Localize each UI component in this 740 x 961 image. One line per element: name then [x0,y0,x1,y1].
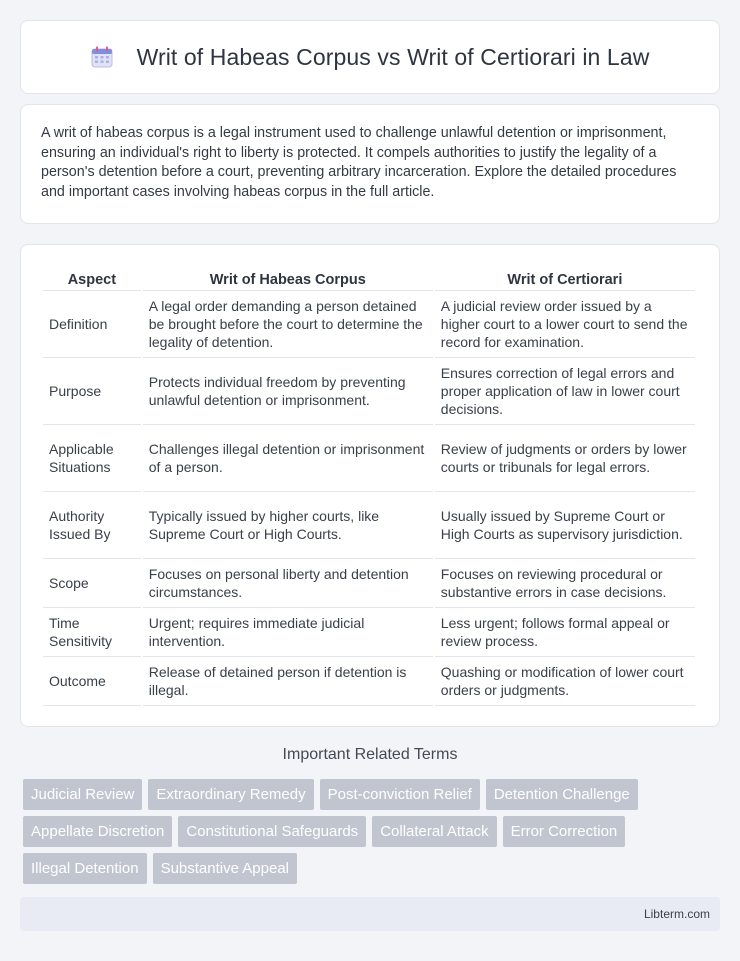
related-term-tag[interactable]: Appellate Discretion [23,816,172,847]
row-aspect: Applicable Situations [43,425,141,492]
row-aspect: Authority Issued By [43,492,141,559]
related-term-tag[interactable]: Detention Challenge [486,779,638,810]
row-certiorari: Quashing or modification of lower court orders or judgments. [435,657,695,706]
row-certiorari: Ensures correction of legal errors and proper application of law in lower court decisions. [435,358,695,425]
calendar-icon [91,46,113,68]
table-row [43,425,695,492]
row-habeas: Release of detained person if detention is illegal. [143,657,433,706]
row-certiorari: Less urgent; follows formal appeal or review process. [435,608,695,657]
row-habeas: Typically issued by higher courts, like Supreme Court or High Courts. [143,492,433,559]
table-row [43,492,695,559]
related-term-tag[interactable]: Error Correction [503,816,626,847]
page-title: Writ of Habeas Corpus vs Writ of Certiorari in Law [136,43,650,70]
comparison-table [41,263,697,706]
row-aspect: Purpose [43,358,141,425]
comparison-card [20,244,720,727]
row-certiorari: Review of judgments or orders by lower courts or tribunals for legal errors. [435,425,695,492]
header-aspect: Aspect [43,263,141,291]
footer [20,897,720,931]
row-certiorari: Usually issued by Supreme Court or High Courts as supervisory jurisdiction. [435,492,695,559]
footer-site-link[interactable]: Libterm.com [643,907,710,921]
table-row [43,291,695,358]
related-terms-list [23,779,723,890]
row-habeas: A legal order demanding a person detained be brought before the court to determine the legality of detention. [143,291,433,358]
row-certiorari: Focuses on reviewing procedural or substantive errors in case decisions. [435,559,695,608]
related-term-tag[interactable]: Collateral Attack [372,816,496,847]
table-row [43,657,695,706]
row-habeas: Focuses on personal liberty and detention circumstances. [143,559,433,608]
related-term-tag[interactable]: Illegal Detention [23,853,147,884]
related-terms-title: Important Related Terms [282,746,458,763]
table-row [43,559,695,608]
related-term-tag[interactable]: Extraordinary Remedy [148,779,313,810]
title-card [20,20,720,94]
related-term-tag[interactable]: Constitutional Safeguards [178,816,366,847]
header-certiorari: Writ of Certiorari [435,263,695,291]
table-row [43,358,695,425]
row-aspect: Time Sensitivity [43,608,141,657]
table-header-row [43,263,695,291]
row-certiorari: A judicial review order issued by a higher court to a lower court to send the record for examination. [435,291,695,358]
row-habeas: Challenges illegal detention or imprisonment of a person. [143,425,433,492]
row-habeas: Urgent; requires immediate judicial intervention. [143,608,433,657]
row-aspect: Outcome [43,657,141,706]
related-term-tag[interactable]: Substantive Appeal [153,853,297,884]
table-row [43,608,695,657]
intro-text: A writ of habeas corpus is a legal instrument used to challenge unlawful detention or imprisonment, ensuring an individual's right to liberty is protected. It compels authorities to justify the legality of a person's detention before a court, preventing arbitrary incarceration. Explore the detailed procedures and important cases involving habeas corpus in the full article. [41,125,677,200]
related-term-tag[interactable]: Post-conviction Relief [320,779,480,810]
related-term-tag[interactable]: Judicial Review [23,779,142,810]
row-habeas: Protects individual freedom by preventing unlawful detention or imprisonment. [143,358,433,425]
row-aspect: Definition [43,291,141,358]
intro-card [20,104,720,224]
header-habeas-corpus: Writ of Habeas Corpus [143,263,433,291]
row-aspect: Scope [43,559,141,608]
